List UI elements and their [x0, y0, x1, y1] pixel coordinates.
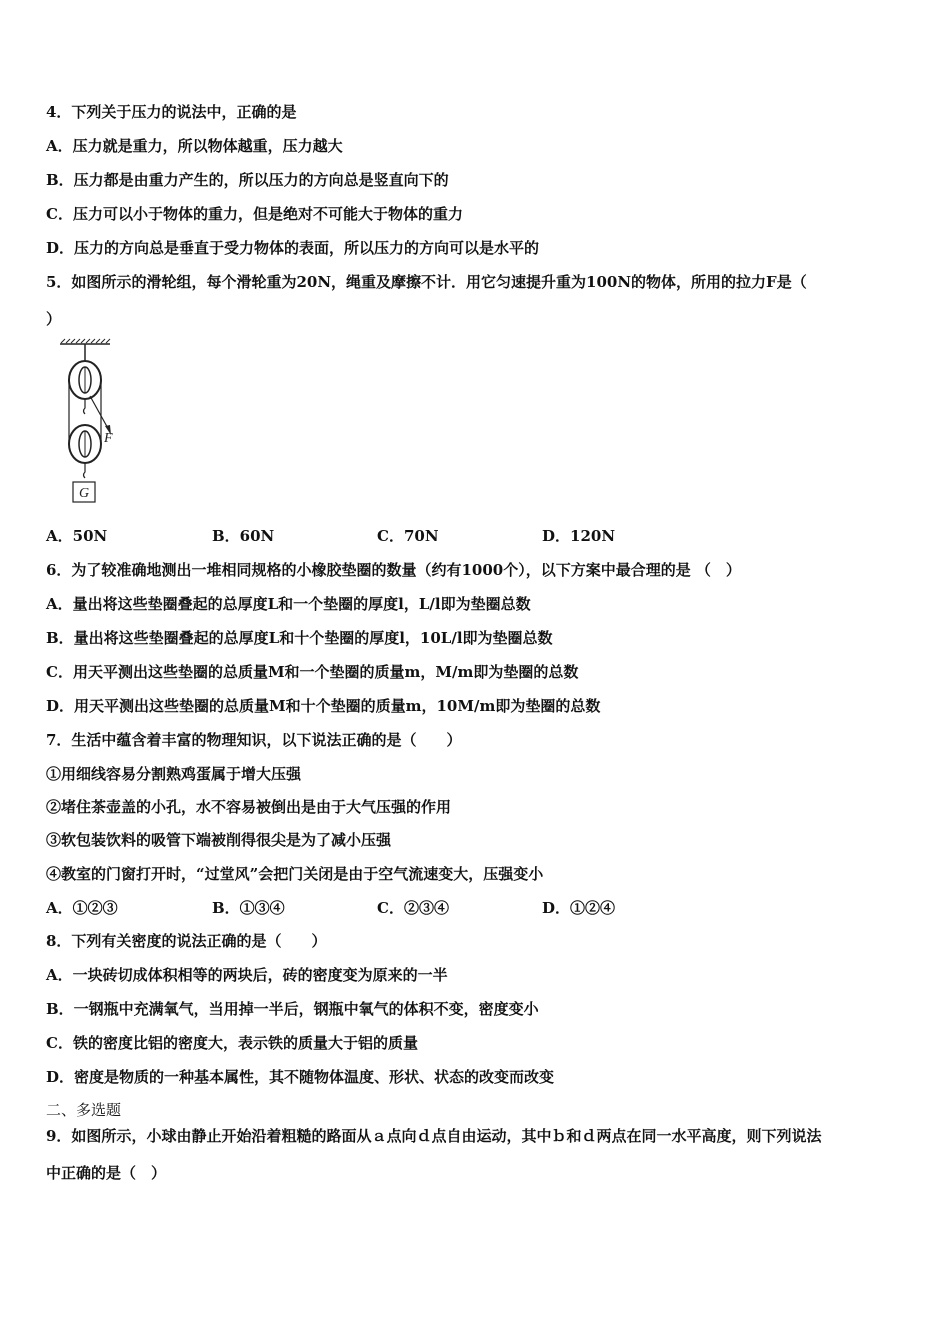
q4-option-a: A．压力就是重力，所以物体越重，压力越大: [46, 137, 343, 155]
q6-option-d: D．用天平测出这些垫圈的总质量M和十个垫圈的质量m，10M/m即为垫圈的总数: [46, 697, 601, 715]
q7-option-c: C．②③④: [377, 899, 449, 917]
q4-option-d: D．压力的方向总是垂直于受力物体的表面，所以压力的方向可以是水平的: [46, 239, 540, 257]
q7-stem: 7．生活中蕴含着丰富的物理知识，以下说法正确的是（ ）: [46, 731, 462, 749]
q8-option-d: D．密度是物质的一种基本属性，其不随物体温度、形状、状态的改变而改变: [46, 1068, 555, 1086]
section-title-multiple-choice: 二、多选题: [46, 1101, 122, 1119]
q7-option-b: B．①③④: [212, 899, 285, 917]
q8-option-b: B．一钢瓶中充满氧气，当用掉一半后，钢瓶中氧气的体积不变，密度变小: [46, 1000, 539, 1018]
q5-option-a: A．50N: [46, 527, 108, 545]
q6-option-c: C．用天平测出这些垫圈的总质量M和一个垫圈的质量m，M/m即为垫圈的总数: [46, 663, 579, 681]
q5-option-b: B．60N: [212, 527, 275, 545]
q5-option-c: C．70N: [377, 527, 439, 545]
label-force: F: [104, 431, 113, 446]
q5-stem: 5．如图所示的滑轮组，每个滑轮重为20N，绳重及摩擦不计．用它匀速提升重为100N的物体，所用的拉力F是（: [46, 273, 807, 291]
q6-option-b: B．量出将这些垫圈叠起的总厚度L和十个垫圈的厚度l，10L/l即为垫圈总数: [46, 629, 553, 647]
q4-stem: 4．下列关于压力的说法中，正确的是: [46, 103, 297, 121]
q5-option-d: D．120N: [542, 527, 616, 545]
q6-stem: 6．为了较准确地测出一堆相同规格的小橡胶垫圈的数量（约有1000个），以下方案中最合理的是 （ ）: [46, 561, 741, 579]
q7-statement-1: ①用细线容易分割熟鸡蛋属于增大压强: [46, 765, 302, 783]
label-weight: G: [79, 486, 90, 501]
q8-option-c: C．铁的密度比铝的密度大，表示铁的质量大于铝的质量: [46, 1034, 418, 1052]
q4-option-b: B．压力都是由重力产生的，所以压力的方向总是竖直向下的: [46, 171, 449, 189]
q8-stem: 8．下列有关密度的说法正确的是（ ）: [46, 932, 327, 950]
q6-option-a: A．量出将这些垫圈叠起的总厚度L和一个垫圈的厚度l，L/l即为垫圈总数: [46, 595, 531, 613]
q4-option-c: C．压力可以小于物体的重力，但是绝对不可能大于物体的重力: [46, 205, 463, 223]
pulley-diagram: [52, 338, 132, 508]
q7-option-d: D．①②④: [542, 899, 616, 917]
q9-stem-line2: 中正确的是（ ）: [46, 1164, 167, 1182]
q7-statement-4: ④教室的门窗打开时，“过堂风”会把门关闭是由于空气流速变大，压强变小: [46, 865, 544, 883]
q9-stem: 9．如图所示，小球由静止开始沿着粗糙的路面从ａ点向ｄ点自由运动，其中ｂ和ｄ两点在同一水平高度，则下列说法: [46, 1127, 822, 1145]
q7-statement-3: ③软包装饮料的吸管下端被削得很尖是为了减小压强: [46, 831, 392, 849]
q8-option-a: A．一块砖切成体积相等的两块后，砖的密度变为原来的一半: [46, 966, 448, 984]
q7-option-a: A．①②③: [46, 899, 118, 917]
q5-stem-end: ）: [46, 310, 62, 328]
q7-statement-2: ②堵住茶壶盖的小孔，水不容易被倒出是由于大气压强的作用: [46, 798, 452, 816]
